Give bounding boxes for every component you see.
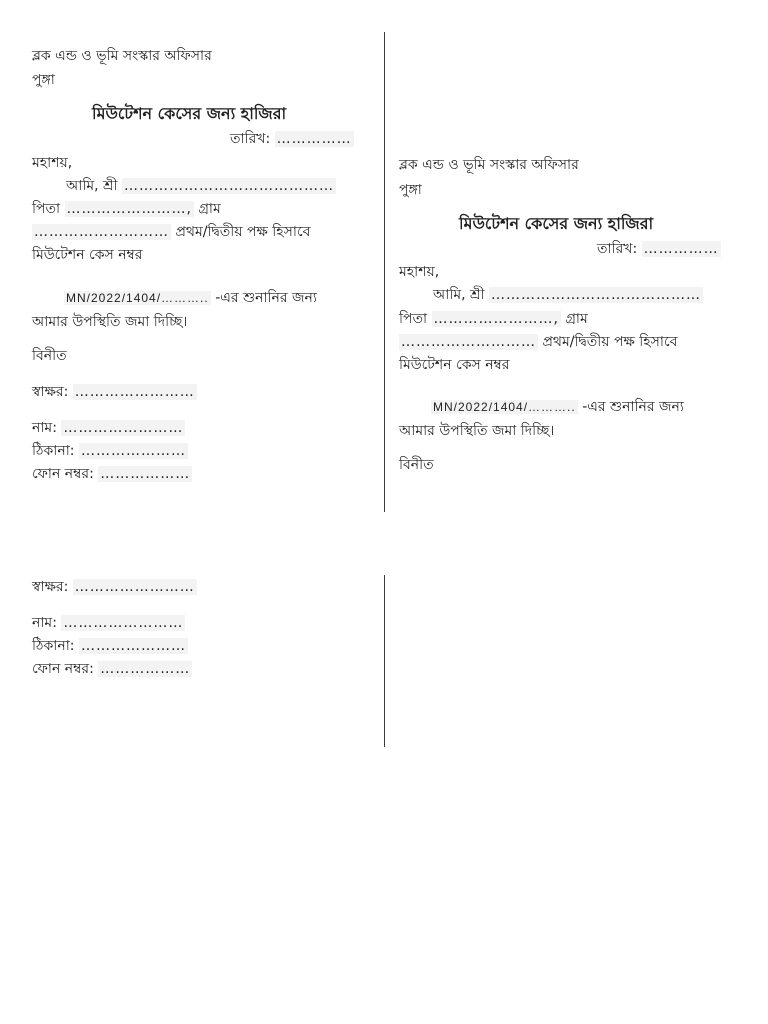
father-row (32, 199, 221, 219)
village-field[interactable]: ……………………… (34, 224, 169, 240)
salutation: মহাশয়, (399, 264, 440, 280)
party-row (32, 222, 310, 242)
date-field[interactable]: …………… (643, 241, 719, 257)
case-number-label: মিউটেশন কেস নম্বর (32, 247, 143, 263)
hearing-text: -এর শুনানির জন্য (215, 290, 317, 306)
salutation: মহাশয়, (32, 155, 73, 171)
address-field[interactable]: ………………… (80, 638, 186, 654)
village-field[interactable]: ……………………… (401, 334, 536, 350)
date-label: তারিখ: (597, 241, 638, 257)
office-line-2: পুঙ্গা (32, 72, 55, 88)
closing: বিনীত (399, 457, 434, 473)
ami-label: আমি, শ্রী (66, 178, 118, 194)
case-ref-row (431, 397, 684, 417)
name-row (433, 285, 703, 305)
phone-label: ফোন নম্বর: (32, 661, 94, 677)
address-row (32, 636, 188, 656)
pita-label: পিতা (32, 201, 61, 217)
attendance-text: আমার উপস্থিতি জমা দিচ্ছি। (32, 314, 188, 330)
office-line-2: পুঙ্গা (399, 182, 422, 198)
name-field-row (32, 613, 185, 633)
office-line-1: ব্লক এন্ড ও ভূমি সংস্কার অফিসার (399, 157, 579, 173)
name-label: নাম: (32, 420, 57, 436)
ami-label: আমি, শ্রী (433, 287, 485, 303)
case-ref-field[interactable]: MN/2022/1404/……….. (433, 400, 576, 414)
page-divider-top (384, 32, 385, 512)
name-field[interactable]: …………………… (63, 615, 184, 631)
party-text: প্রথম/দ্বিতীয় পক্ষ হিসাবে (175, 224, 311, 240)
form-title: মিউটেশন কেসের জন্য হাজিরা (459, 214, 654, 233)
address-field[interactable]: ………………… (80, 443, 186, 459)
signature-row (32, 577, 197, 597)
hearing-text: -এর শুনানির জন্য (582, 399, 684, 415)
phone-field[interactable]: ……………… (100, 661, 191, 677)
signature-label: স্বাক্ষর: (32, 579, 69, 595)
name-field-row (32, 418, 185, 438)
party-row (399, 332, 677, 352)
name-field[interactable]: …………………… (63, 420, 184, 436)
date-field[interactable]: …………… (276, 131, 352, 147)
case-number-label: মিউটেশন কেস নম্বর (399, 357, 510, 373)
date-row (230, 129, 354, 149)
signature-label: স্বাক্ষর: (32, 384, 69, 400)
address-row (32, 441, 188, 461)
signature-row (32, 382, 197, 402)
case-ref-row (64, 288, 317, 308)
date-label: তারিখ: (230, 131, 271, 147)
party-text: প্রথম/দ্বিতীয় পক্ষ হিসাবে (542, 334, 678, 350)
gram-label: গ্রাম (565, 311, 588, 327)
applicant-name-field[interactable]: …………………………………… (124, 178, 335, 194)
father-row (399, 309, 588, 329)
phone-row (32, 464, 192, 484)
phone-row (32, 659, 192, 679)
date-row (597, 239, 721, 259)
name-label: নাম: (32, 615, 57, 631)
gram-label: গ্রাম (198, 201, 221, 217)
pita-label: পিতা (399, 311, 428, 327)
name-row (66, 176, 336, 196)
attendance-text: আমার উপস্থিতি জমা দিচ্ছি। (399, 423, 555, 439)
signature-field[interactable]: …………………… (74, 384, 195, 400)
case-ref-field[interactable]: MN/2022/1404/……….. (66, 291, 209, 305)
office-line-1: ব্লক এন্ড ও ভূমি সংস্কার অফিসার (32, 48, 212, 64)
address-label: ঠিকানা: (32, 443, 75, 459)
father-name-field[interactable]: ……………………, (433, 311, 559, 327)
address-label: ঠিকানা: (32, 638, 75, 654)
signature-field[interactable]: …………………… (74, 579, 195, 595)
closing: বিনীত (32, 348, 67, 364)
phone-field[interactable]: ……………… (100, 466, 191, 482)
page-divider-bottom (384, 575, 385, 747)
form-title: মিউটেশন কেসের জন্য হাজিরা (92, 104, 287, 123)
father-name-field[interactable]: ……………………, (66, 201, 192, 217)
phone-label: ফোন নম্বর: (32, 466, 94, 482)
applicant-name-field[interactable]: …………………………………… (491, 287, 702, 303)
